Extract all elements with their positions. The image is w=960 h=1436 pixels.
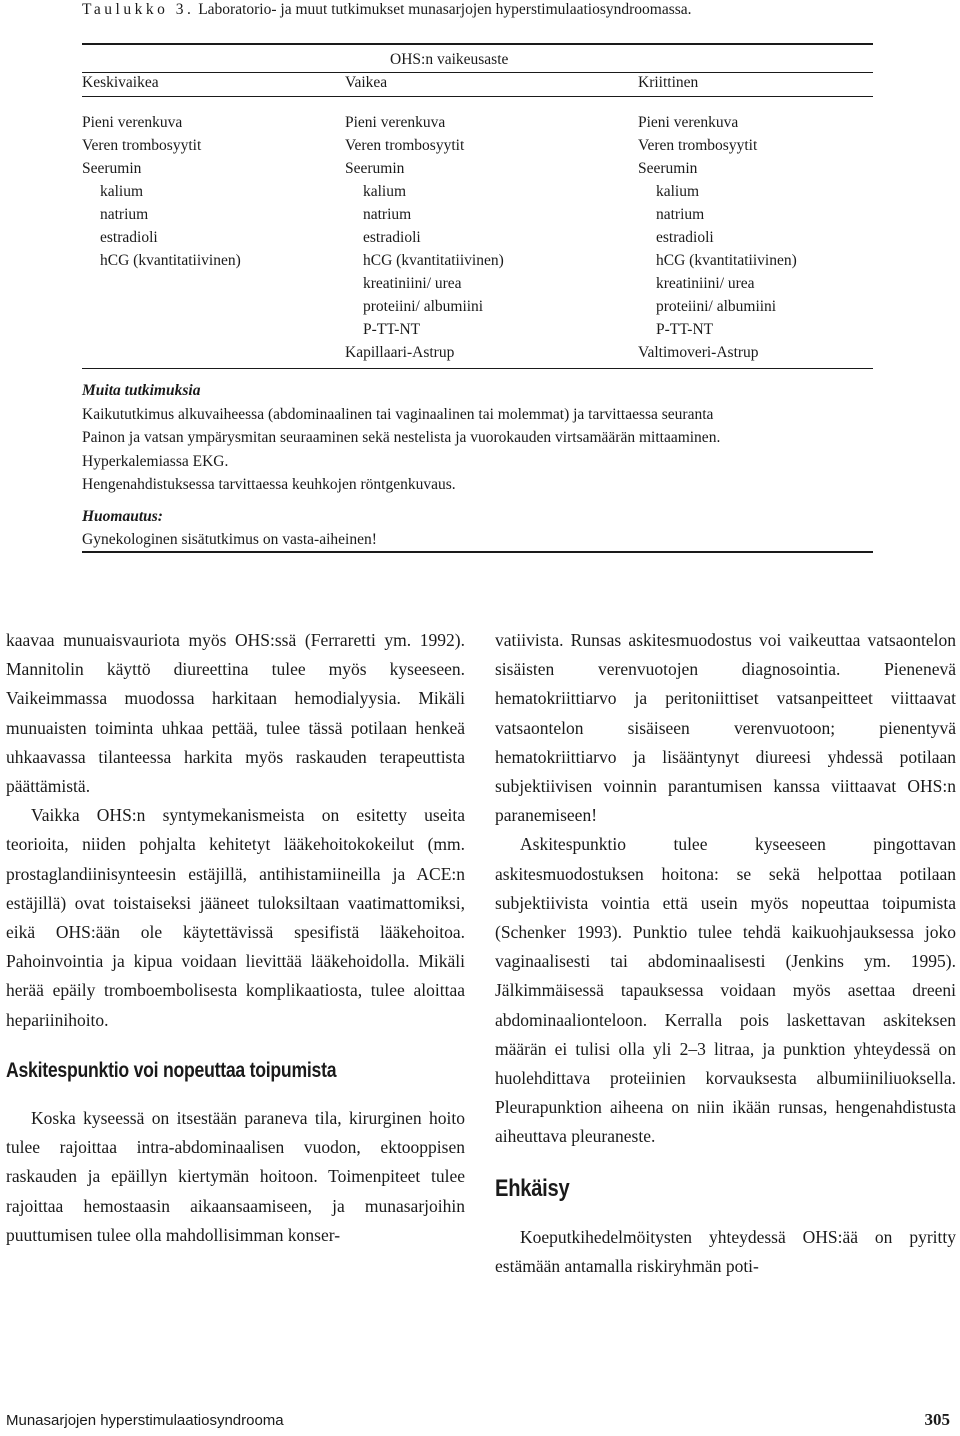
- section-heading: Ehkäisy: [495, 1174, 570, 1202]
- table-title: Laboratorio- ja muut tutkimukset munasarjojen hyperstimulaatiosyndroomassa.: [198, 1, 692, 18]
- table-cell: natrium: [656, 206, 705, 223]
- left-text-column: [6, 626, 465, 1250]
- table-cell: Kapillaari-Astrup: [345, 344, 455, 361]
- table-cell: Pieni verenkuva: [82, 114, 183, 131]
- table-cell: kalium: [100, 183, 144, 200]
- table-cell: Pieni verenkuva: [638, 114, 739, 131]
- table-cell: hCG (kvantitatiivinen): [656, 252, 797, 269]
- table-cell: Seerumin: [345, 160, 405, 177]
- table-cell: kalium: [656, 183, 700, 200]
- paragraph: kaavaa munuaisvauriota myös OHS:ssä (Ferraretti ym. 1992). Mannitolin käyttö diureettina tulee myös kyseeseen. Vaikeimmassa muodossa harkitaan hemodialyysia. Mikäli munuaisten toiminta uhkaa pettää, tulee tässä potilaan henkeä uhkaavassa tilanteessa harkita myös raskauden terapeuttista päättämistä.: [6, 630, 465, 797]
- table-cell: proteiini/ albumiini: [363, 298, 484, 315]
- paragraph: Askitespunktio tulee kyseeseen pingottavan askitesmuodostuksen hoitona: se sekä helpottaa potilaan subjektiivista vointia että usein myös nopeuttaa toipumista (Schenker 1993). Punktio tulee tehdä kaikuohjauksessa joko vaginaalisesti tai abdominaalisesti (Jenkins ym. 1995). Jälkimmäisessä tapauksessa voidaan myös asettaa dreeni abdominaalionteloon. Kerralla pois laskettavan askiteksen määrän ei tulisi olla yli 2–3 litraa, ja punktion yhteydessä on huolehdittava proteiinien korvauksesta albumiiniliuoksella. Pleurapunktion aiheena on niin ikään runsas, hengenahdistusta aiheuttava pleuraneste.: [495, 834, 956, 1147]
- column-header-kriittinen: Kriittinen: [638, 74, 699, 91]
- table-cell: Pieni verenkuva: [345, 114, 446, 131]
- table-group-header: OHS:n vaikeusaste: [390, 51, 509, 68]
- group-header-rule: [82, 72, 873, 73]
- paragraph: Vaikka OHS:n syntymekanismeista on esitetty useita teorioita, niiden pohjalta kehitetyt lääkehoitokokeilut (mm. prostaglandiinisynteesin estäjillä, antihistamiineilla ja ACE:n estäjillä) ovat toistaiseksi jääneet tuloksiltaan vaatimattomiksi, eikä OHS:ään ole käytettävissä spesifistä lääkehoitoa. Pahoinvointia ja kipua voidaan lievittää lääkehoidolla. Mikäli herää epäily tromboembolisesta komplikaatiosta, tulee aloittaa hepariinihoito.: [6, 805, 465, 1030]
- right-text-column: [495, 626, 956, 1281]
- section-heading: Askitespunktio voi nopeuttaa toipumista: [6, 1058, 337, 1082]
- table-cell: Veren trombosyytit: [638, 137, 758, 154]
- table-cell: hCG (kvantitatiivinen): [363, 252, 504, 269]
- note-text: Gynekologinen sisätutkimus on vasta-aiheinen!: [82, 531, 377, 548]
- running-footer-title: Munasarjojen hyperstimulaatiosyndrooma: [6, 1412, 284, 1429]
- table-cell: kreatiniini/ urea: [363, 275, 462, 292]
- table-cell: kreatiniini/ urea: [656, 275, 755, 292]
- table-column-keskivaikea: [82, 111, 241, 272]
- table-cell: P-TT-NT: [656, 321, 714, 338]
- table-cell: Seerumin: [638, 160, 698, 177]
- column-header-vaikea: Vaikea: [345, 74, 388, 91]
- table-cell: Veren trombosyytit: [82, 137, 202, 154]
- paragraph: Koeputkihedelmöitysten yhteydessä OHS:ää on pyritty estämään antamalla riskiryhmän poti-: [495, 1226, 956, 1277]
- table-caption: [82, 0, 692, 20]
- table-cell: Seerumin: [82, 160, 142, 177]
- column-header-keskivaikea: Keskivaikea: [82, 74, 159, 91]
- page-number: 305: [924, 1410, 950, 1429]
- table-column-vaikea: [345, 111, 504, 364]
- table-body-rule: [82, 368, 873, 369]
- other-line: Hengenahdistuksessa tarvittaessa keuhkojen röntgenkuvaus.: [82, 476, 456, 493]
- table-cell: hCG (kvantitatiivinen): [100, 252, 241, 269]
- table-cell: estradioli: [100, 229, 158, 246]
- paragraph: vatiivista. Runsas askitesmuodostus voi vaikeuttaa vatsaontelon sisäisten verenvuotojen diagnosointia. Pienenevä hematokriittiarvo ja peritoniittiset vatsanpeitteet viittaavat vatsaontelon sisäiseen verenvuotoon; pienentyvä hematokriittiarvo ja lisääntynyt diureesi yhdessä potilaan subjektiivisen voinnin parantumisen kanssa viittaavat OHS:n paranemiseen!: [495, 630, 956, 826]
- other-line: Kaikututkimus alkuvaiheessa (abdominaalinen tai vaginaalinen tai molemmat) ja tarvittaessa seuranta: [82, 405, 714, 423]
- table-cell: natrium: [100, 206, 149, 223]
- other-heading: Muita tutkimuksia: [82, 382, 201, 399]
- table-cell: estradioli: [363, 229, 421, 246]
- paragraph: Koska kyseessä on itsestään paraneva tila, kirurginen hoito tulee rajoittaa intra-abdominaalisen vuodon, ektooppisen raskauden ja epäillyn kiertymän hoitoon. Toimenpiteet tulee rajoittaa hemostaasin aikaansaamiseen, ja munasarjoihin puuttumisen tulee olla mahdollisimman konser-: [6, 1108, 465, 1245]
- table-cell: kalium: [363, 183, 407, 200]
- table-label: Taulukko 3.: [82, 1, 195, 18]
- other-investigations: [82, 379, 720, 552]
- column-header-rule: [82, 96, 873, 97]
- table-cell: proteiini/ albumiini: [656, 298, 777, 315]
- table-top-rule: [82, 43, 873, 45]
- other-line: Hyperkalemiassa EKG.: [82, 452, 229, 470]
- table-cell: natrium: [363, 206, 412, 223]
- table-cell: estradioli: [656, 229, 714, 246]
- table-bottom-rule: [82, 551, 873, 553]
- table-column-kriittinen: [638, 111, 797, 364]
- note-heading: Huomautus:: [82, 507, 163, 525]
- table-cell: Veren trombosyytit: [345, 137, 465, 154]
- table-cell: P-TT-NT: [363, 321, 421, 338]
- table-cell: Valtimoveri-Astrup: [638, 344, 759, 361]
- other-line: Painon ja vatsan ympärysmitan seuraaminen sekä nestelista ja vuorokauden virtsamäärän mittaaminen.: [82, 429, 721, 446]
